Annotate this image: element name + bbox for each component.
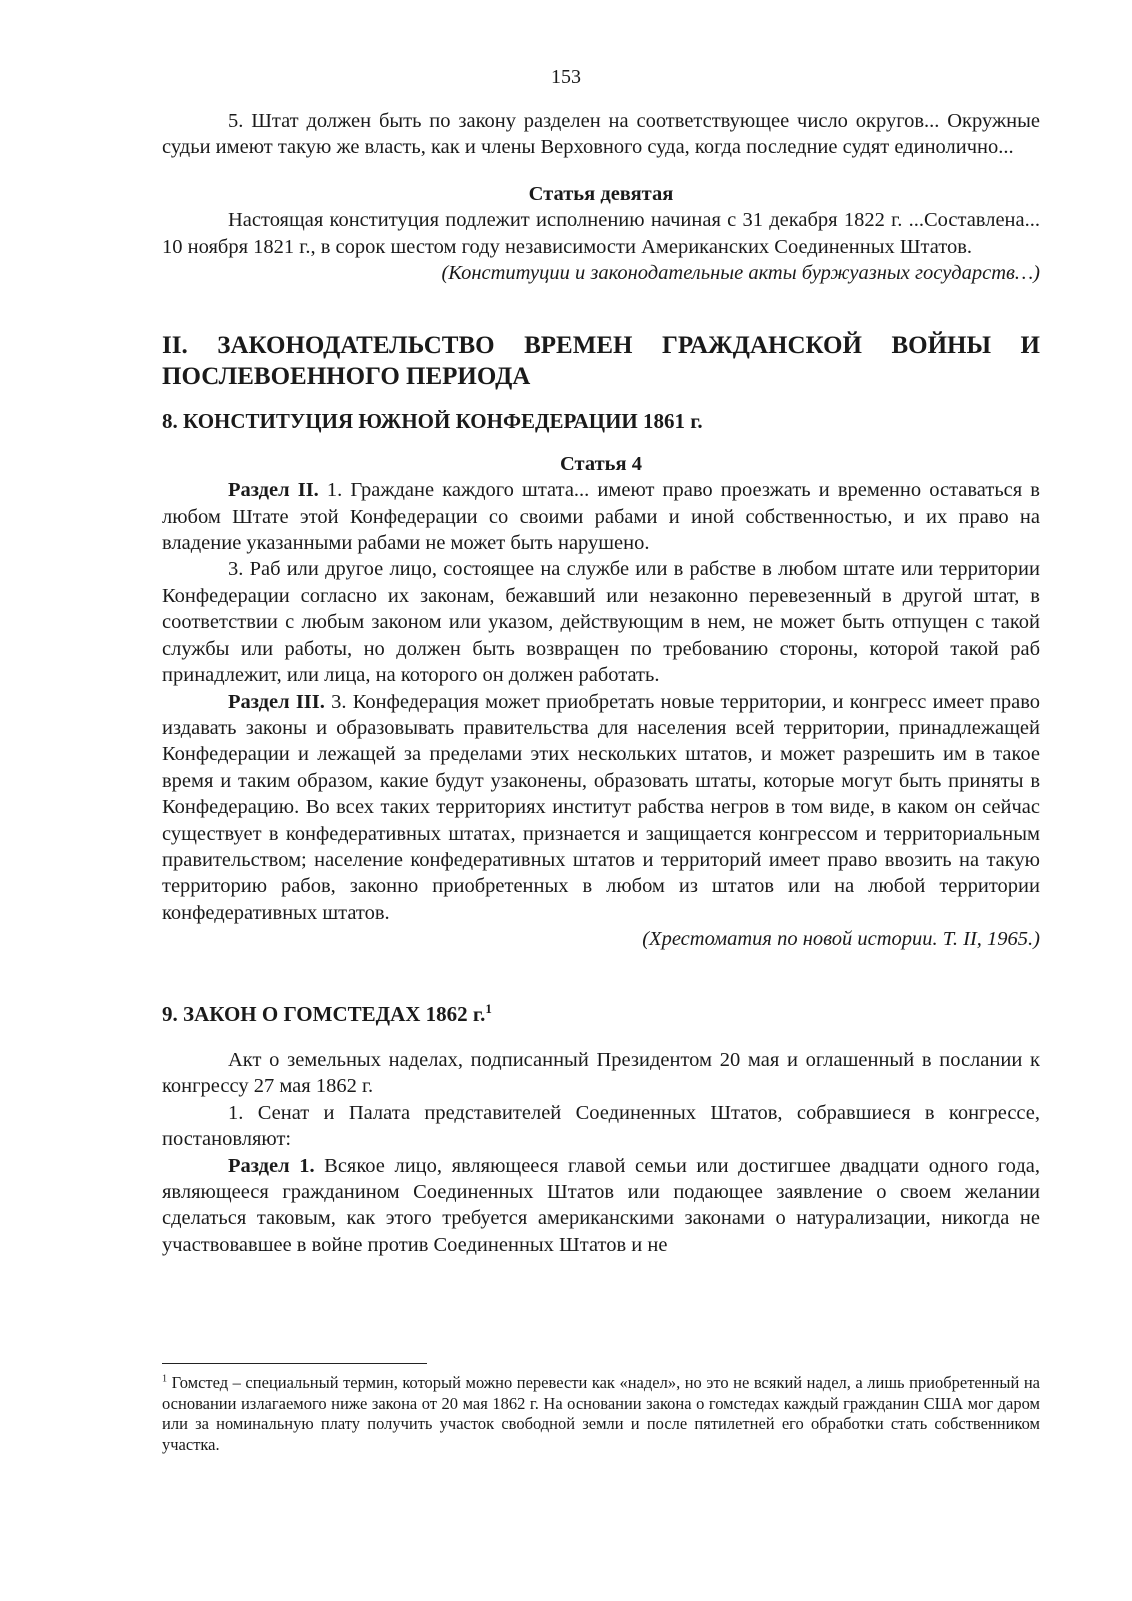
article9-heading: Статья девятая (528, 182, 674, 205)
article9-text: Настоящая конституция подлежит исполнению начиная с 31 декабря 1822 г. ...Составлена... 10 ноября 1821 г., в сорок шестом году независимости Американских Соединенных Штатов. (162, 209, 1040, 258)
doc8-section2-label: Раздел II. (228, 479, 319, 502)
article9-source: (Конституции и законодательные акты буржуазных государств…) (441, 262, 1040, 285)
doc9-intro: Акт о земельных наделах, подписанный Президентом 20 мая и оглашенный в послании к конгрессу 27 мая 1862 г. (162, 1048, 1040, 1098)
footnote-body: Гомстед – специальный термин, который можно перевести как «надел», но это не всякий надел, а лишь приобретенный на основании излагаемого ниже закона от 20 мая 1862 г. На основании закона о гомстедах каждый гражданин США мог даром или за номинальную плату получить участок свободной земли и после пятилетней его обработки стать собственником участка. (162, 1373, 1040, 1454)
doc8-section3-text: 3. Конфедерация может приобретать новые территории, и конгресс имеет право издавать законы и образовывать правительства для населения всей территории, принадлежащей Конфедерации и лежащей за пределами этих нескольких штатов, и может разрешить им в такое время и таким образом, какие будут узаконены, образовать штаты, которые могут быть приняты в Конфедерацию. Во всех таких территориях институт рабства негров в том виде, в каком он сейчас существует в конфедеративных штатах, признается и защищается конгрессом и территориальным правительством; население конфедеративных штатов и территорий имеет право ввозить на такую территорию рабов, законно приобретенных в любом из штатов или на любой территории конфедеративных штатов. (162, 690, 1040, 924)
doc8-title: 8. КОНСТИТУЦИЯ ЮЖНОЙ КОНФЕДЕРАЦИИ 1861 г. (162, 409, 703, 434)
doc8-article-heading: Статья 4 (560, 452, 642, 475)
doc9-section1-text: Всякое лицо, являющееся главой семьи или достигшее двадцати одного года, являющееся гражданином Соединенных Штатов или подающее заявление о своем желании сделаться таковым, как этого требуется американскими законами о натурализации, никогда не участвовавшее в войне против Соединенных Штатов и не (162, 1154, 1040, 1256)
section2-heading: II. ЗАКОНОДАТЕЛЬСТВО ВРЕМЕН ГРАЖДАНСКОЙ ВОЙНЫ И ПОСЛЕВОЕННОГО ПЕРИОДА (162, 332, 1040, 391)
doc9-paragraph1: 1. Сенат и Палата представителей Соединенных Штатов, собравшиеся в конгрессе, постановляют: (162, 1101, 1040, 1151)
doc9-title (162, 1001, 1040, 1027)
footnote-divider (162, 1363, 427, 1364)
footnote-text (162, 1373, 1040, 1455)
doc9-title-text: 9. ЗАКОН О ГОМСТЕДАХ 1862 г. (162, 1001, 486, 1026)
doc8-section3-paragraph (162, 689, 1040, 927)
footnote (162, 1373, 1040, 1455)
doc8-source: (Хрестоматия по новой истории. Т. II, 1965.) (642, 928, 1040, 951)
doc8-section2-paragraph1 (162, 477, 1040, 556)
doc9-section1-label: Раздел 1. (228, 1154, 315, 1177)
page-number: 153 (551, 66, 581, 88)
doc9-footnote-ref[interactable]: 1 (485, 1000, 492, 1016)
doc8-section3-label: Раздел III. (228, 690, 325, 713)
doc8-section2-text: 1. Граждане каждого штата... имеют право проезжать и временно оставаться в любом Штате этой Конфедерации со своими рабами и иной собственностью, и их право на владение указанными рабами не может быть нарушено. (162, 479, 1040, 555)
footnote-mark: 1 (162, 1373, 168, 1385)
page-body (162, 108, 1040, 1258)
article8-paragraph5: 5. Штат должен быть по закону разделен на соответствующее число округов... Окружные судьи имеют такую же власть, как и члены Верховного суда, когда последние судят единолично... (162, 110, 1040, 159)
doc9-section1-paragraph (162, 1153, 1040, 1259)
doc8-section2-paragraph3: 3. Раб или другое лицо, состоящее на службе или в рабстве в любом штате или территории Конфедерации согласно их законам, бежавший или незаконно перевезенный в другой штат, в соответствии с любым законом или указом, действующим в нем, не может быть отпущен с такой службы или работы, но должен быть возвращен по требованию стороны, которой такой раб принадлежит, или лица, на которого он должен работать. (162, 558, 1040, 687)
